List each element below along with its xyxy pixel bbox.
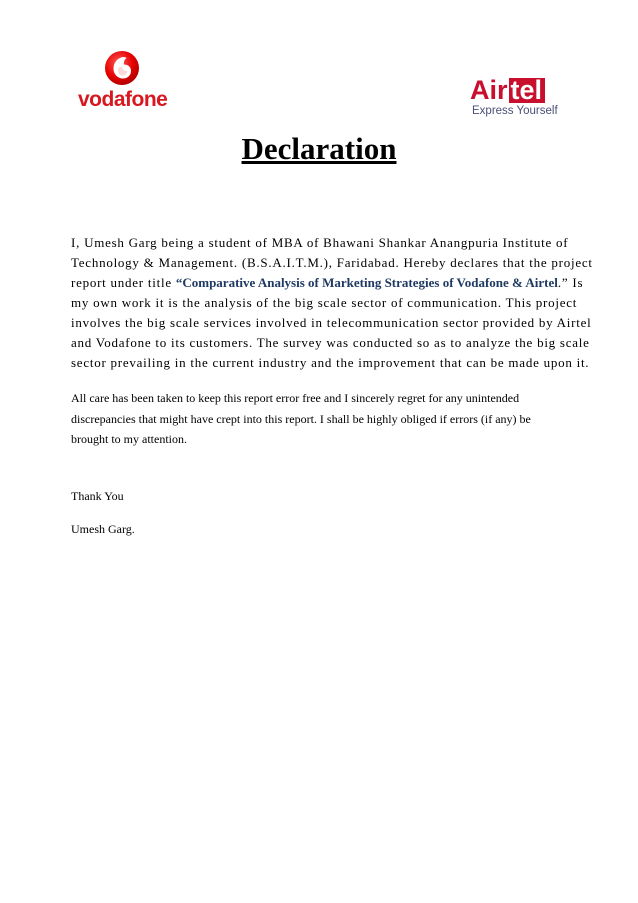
paragraph-line: discrepancies that might have crept into this report. I shall be highly obliged if errors (if any) be [71,411,531,426]
signature-name: Umesh Garg. [71,522,135,536]
paragraph-line: my own work it is the analysis of the big scale sector of communication. This project [71,295,578,310]
paragraph-line: sector prevailing in the current industry and the improvement that can be made upon it. [71,355,590,370]
airtel-tagline: Express Yourself [472,105,558,117]
airtel-wordmark-tel: tel [509,78,546,103]
airtel-logo [470,76,568,122]
disclaimer-paragraph [71,388,569,450]
vodafone-wordmark: vodafone [78,88,168,111]
report-title-highlight: “Comparative Analysis of Marketing Strategies of Vodafone & Airtel [175,275,558,290]
paragraph-text: .” Is [557,275,584,290]
paragraph-line: involves the big scale services involved in telecommunication sector provided by Airtel [71,315,592,330]
airtel-wordmark-air: Air [470,75,508,105]
paragraph-line: I, Umesh Garg being a student of MBA of Bhawani Shankar Anangpuria Institute of [71,235,569,250]
paragraph-line [71,273,584,293]
vodafone-speechmark-icon [104,50,140,86]
closing-text: Thank You [71,489,124,503]
paragraph-line: and Vodafone to its customers. The survey was conducted so as to analyze the big scale [71,335,590,350]
page-title: Declaration [241,131,397,166]
airtel-wordmark [470,76,545,104]
paragraph-line: All care has been taken to keep this report error free and I sincerely regret for any unintended [71,391,520,405]
vodafone-logo [74,50,170,112]
declaration-paragraph [71,233,593,373]
paragraph-line: Technology & Management. (B.S.A.I.T.M.), Faridabad. Hereby declares that the project [71,255,593,270]
paragraph-text: report under title [71,275,176,290]
paragraph-line: brought to my attention. [71,432,187,446]
